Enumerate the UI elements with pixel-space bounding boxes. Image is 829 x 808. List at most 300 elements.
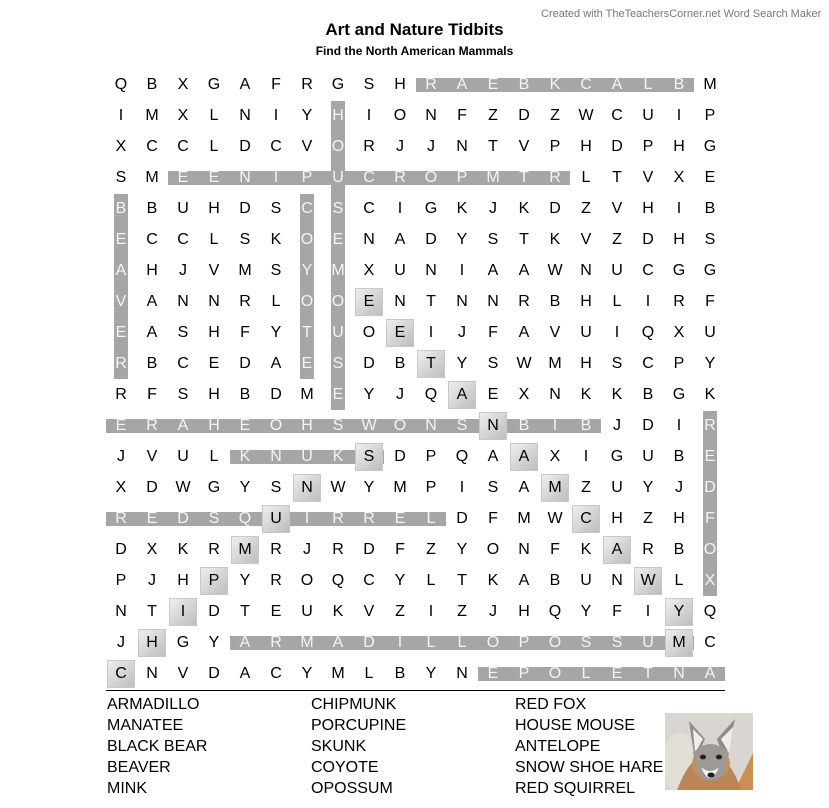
grid-letter: W xyxy=(640,572,656,589)
page-title: Art and Nature Tidbits xyxy=(325,20,504,39)
grid-letter: R xyxy=(363,138,375,155)
fox-photo xyxy=(665,713,753,790)
grid-letter: J xyxy=(179,262,187,279)
grid-letter: S xyxy=(704,231,716,248)
grid-letter: V xyxy=(363,603,375,620)
grid-letter: Y xyxy=(673,603,685,620)
grid-letter: A xyxy=(487,262,499,279)
grid-letter: W xyxy=(361,417,377,434)
grid-letter: E xyxy=(487,386,499,403)
grid-letter: Y xyxy=(425,665,437,682)
grid-letter: R xyxy=(673,293,685,310)
grid-letter: L xyxy=(612,293,622,310)
grid-letter: D xyxy=(177,510,189,527)
grid-letter: Z xyxy=(426,541,436,558)
grid-letter: O xyxy=(300,572,314,589)
grid-letter: O xyxy=(362,324,376,341)
grid-letter: N xyxy=(270,448,282,465)
grid-letter: L xyxy=(426,572,436,589)
grid-letter: S xyxy=(487,231,499,248)
word-item: COYOTE xyxy=(311,759,379,776)
grid-letter: A xyxy=(487,448,499,465)
grid-letter: A xyxy=(239,76,251,93)
grid-letter: H xyxy=(673,510,685,527)
grid-letter: N xyxy=(456,293,468,310)
grid-letter: P xyxy=(673,355,685,372)
grid-letter: N xyxy=(456,665,468,682)
grid-letter: L xyxy=(271,293,281,310)
grid-letter: T xyxy=(457,572,467,589)
grid-letter: E xyxy=(115,417,127,434)
grid-letter: U xyxy=(642,448,654,465)
word-item: HOUSE MOUSE xyxy=(515,717,636,734)
grid-letter: G xyxy=(207,76,221,93)
grid-letter: A xyxy=(518,572,530,589)
grid-letter: R xyxy=(270,572,282,589)
grid-letter: K xyxy=(456,200,468,217)
grid-letter: S xyxy=(456,417,468,434)
grid-letter: G xyxy=(176,634,190,651)
grid-letter: V xyxy=(301,138,313,155)
grid-letter: H xyxy=(580,355,592,372)
grid-letter: N xyxy=(394,293,406,310)
grid-letter: I xyxy=(397,200,403,217)
grid-letter: F xyxy=(612,603,622,620)
word-item: PORCUPINE xyxy=(311,717,407,734)
grid-letter: H xyxy=(146,262,158,279)
word-item: ANTELOPE xyxy=(515,738,601,755)
grid-letter: N xyxy=(487,293,499,310)
grid-letter: S xyxy=(177,324,189,341)
grid-letter: M xyxy=(517,510,531,527)
grid-letter: P xyxy=(425,479,437,496)
grid-letter: R xyxy=(270,541,282,558)
grid-letter: O xyxy=(393,417,407,434)
grid-letter: C xyxy=(580,76,592,93)
grid-letter: M xyxy=(331,665,345,682)
grid-letter: D xyxy=(208,665,220,682)
grid-letter: U xyxy=(642,634,654,651)
grid-letter: D xyxy=(642,231,654,248)
grid-letter: H xyxy=(394,76,406,93)
grid-letter: Z xyxy=(581,479,591,496)
grid-letter: Z xyxy=(643,510,653,527)
grid-letter: P xyxy=(642,138,654,155)
grid-letter: Q xyxy=(548,603,562,620)
grid-letter: Y xyxy=(580,603,592,620)
grid-letter: D xyxy=(239,138,251,155)
grid-letter: B xyxy=(146,200,158,217)
grid-letter: N xyxy=(301,479,313,496)
grid-letter: P xyxy=(518,665,530,682)
grid-letter: B xyxy=(549,572,561,589)
word-item: OPOSSUM xyxy=(311,780,393,797)
grid-letter: E xyxy=(208,169,220,186)
word-item: RED FOX xyxy=(515,696,587,713)
grid-letter: V xyxy=(580,231,592,248)
grid-letter: C xyxy=(363,200,375,217)
grid-letter: A xyxy=(239,665,251,682)
grid-letter: J xyxy=(427,138,435,155)
grid-letter: E xyxy=(146,510,158,527)
grid-letter: X xyxy=(704,572,716,589)
grid-letter: S xyxy=(363,76,375,93)
grid-letter: Y xyxy=(239,479,251,496)
grid-letter: L xyxy=(581,169,591,186)
grid-letter: N xyxy=(456,138,468,155)
grid-letter: H xyxy=(208,386,220,403)
grid-letter: O xyxy=(331,293,345,310)
grid-letter: B xyxy=(146,355,158,372)
grid-letter: S xyxy=(580,634,592,651)
grid-letter: E xyxy=(487,76,499,93)
grid-letter: T xyxy=(488,138,498,155)
grid-letter: K xyxy=(332,448,344,465)
grid-letter: L xyxy=(674,572,684,589)
grid-letter: S xyxy=(270,479,282,496)
grid-letter: O xyxy=(703,541,717,558)
grid-letter: G xyxy=(424,200,438,217)
grid-letter: P xyxy=(518,634,530,651)
grid-letter: N xyxy=(549,386,561,403)
grid-letter: C xyxy=(115,665,127,682)
grid-letter: Q xyxy=(114,76,128,93)
grid-letter: E xyxy=(270,603,282,620)
grid-letter: J xyxy=(117,634,125,651)
grid-letter: A xyxy=(611,541,623,558)
grid-letter: Y xyxy=(239,572,251,589)
grid-letter: Z xyxy=(550,107,560,124)
grid-letter: U xyxy=(332,324,344,341)
grid-letter: B xyxy=(115,200,127,217)
grid-letter: D xyxy=(456,510,468,527)
grid-letter: H xyxy=(673,231,685,248)
grid-letter: Y xyxy=(270,324,282,341)
grid-letter: N xyxy=(487,417,499,434)
grid-letter: A xyxy=(394,231,406,248)
grid-letter: H xyxy=(580,293,592,310)
grid-letter: J xyxy=(489,603,497,620)
grid-letter: P xyxy=(456,169,468,186)
grid-letter: C xyxy=(363,169,375,186)
grid-letter: F xyxy=(705,293,715,310)
grid-letter: D xyxy=(363,355,375,372)
grid-letter: U xyxy=(580,572,592,589)
grid-letter: H xyxy=(642,200,654,217)
grid-letter: M xyxy=(300,386,314,403)
grid-letter: B xyxy=(704,200,716,217)
grid-letter: G xyxy=(331,76,345,93)
grid-letter: X xyxy=(673,169,685,186)
grid-letter: U xyxy=(301,448,313,465)
grid-letter: M xyxy=(393,479,407,496)
grid-letter: H xyxy=(580,138,592,155)
grid-letter: R xyxy=(115,355,127,372)
grid-letter: P xyxy=(301,169,313,186)
grid-letter: Q xyxy=(703,603,717,620)
grid-letter: I xyxy=(676,107,682,124)
grid-letter: B xyxy=(518,417,530,434)
grid-letter: T xyxy=(426,293,436,310)
grid-letter: Q xyxy=(424,386,438,403)
grid-letter: C xyxy=(177,355,189,372)
grid-letter: R xyxy=(549,169,561,186)
grid-letter: S xyxy=(332,200,344,217)
grid-letter: J xyxy=(458,324,466,341)
grid-letter: R xyxy=(425,76,437,93)
grid-letter: C xyxy=(146,138,158,155)
grid-letter: J xyxy=(396,386,404,403)
grid-letter: I xyxy=(273,169,279,186)
grid-letter: D xyxy=(115,541,127,558)
grid-letter: Q xyxy=(455,448,469,465)
grid-letter: K xyxy=(580,541,592,558)
grid-letter: N xyxy=(611,572,623,589)
grid-letter: M xyxy=(331,262,345,279)
grid-letter: R xyxy=(301,76,313,93)
grid-letter: B xyxy=(673,541,685,558)
grid-letter: P xyxy=(549,138,561,155)
grid-letter: G xyxy=(610,448,624,465)
word-item: ARMADILLO xyxy=(107,696,200,713)
grid-letter: F xyxy=(395,541,405,558)
grid-letter: S xyxy=(487,355,499,372)
grid-letter: U xyxy=(177,200,189,217)
grid-letter: G xyxy=(672,262,686,279)
grid-letter: O xyxy=(393,107,407,124)
grid-letter: O xyxy=(300,231,314,248)
grid-letter: Y xyxy=(208,634,220,651)
word-item: BEAVER xyxy=(107,759,171,776)
grid-letter: G xyxy=(703,138,717,155)
word-item: MANATEE xyxy=(107,717,184,734)
grid-letter: F xyxy=(457,107,467,124)
grid-letter: Y xyxy=(363,479,375,496)
grid-letter: H xyxy=(673,138,685,155)
grid-letter: A xyxy=(239,634,251,651)
grid-letter: E xyxy=(301,355,313,372)
grid-letter: K xyxy=(177,541,189,558)
grid-letter: D xyxy=(239,355,251,372)
grid-letter: J xyxy=(303,541,311,558)
grid-letter: U xyxy=(332,169,344,186)
grid-letter: U xyxy=(580,324,592,341)
grid-letter: F xyxy=(240,324,250,341)
grid-letter: K xyxy=(332,603,344,620)
grid-letter: I xyxy=(304,510,310,527)
grid-letter: S xyxy=(332,417,344,434)
grid-letter: P xyxy=(208,572,220,589)
grid-letter: L xyxy=(209,448,219,465)
grid-letter: X xyxy=(363,262,375,279)
grid-letter: D xyxy=(549,200,561,217)
grid-letter: N xyxy=(425,262,437,279)
grid-letter: Y xyxy=(456,355,468,372)
grid-letter: U xyxy=(270,510,282,527)
grid-letter: R xyxy=(704,417,716,434)
grid-letter: A xyxy=(704,665,716,682)
grid-letter: D xyxy=(239,200,251,217)
grid-letter: X xyxy=(518,386,530,403)
grid-letter: R xyxy=(208,541,220,558)
grid-letter: E xyxy=(239,417,251,434)
word-item: SNOW SHOE HARE xyxy=(515,759,664,776)
grid-letter: M xyxy=(548,355,562,372)
grid-letter: H xyxy=(301,417,313,434)
grid-letter: N xyxy=(239,169,251,186)
grid-letter: D xyxy=(611,138,623,155)
grid-letter: H xyxy=(611,510,623,527)
grid-letter: B xyxy=(642,386,654,403)
grid-letter: U xyxy=(611,262,623,279)
grid-letter: G xyxy=(703,262,717,279)
grid-letter: D xyxy=(394,448,406,465)
grid-letter: M xyxy=(486,169,500,186)
grid-letter: U xyxy=(611,479,623,496)
grid-letter: Y xyxy=(394,572,406,589)
grid-letter: I xyxy=(614,324,620,341)
grid-letter: F xyxy=(488,324,498,341)
word-item: SKUNK xyxy=(311,738,367,755)
grid-letter: X xyxy=(146,541,158,558)
grid-letter: A xyxy=(518,324,530,341)
grid-letter: R xyxy=(332,541,344,558)
grid-letter: U xyxy=(394,262,406,279)
grid-letter: C xyxy=(363,572,375,589)
grid-letter: M xyxy=(238,262,252,279)
grid-letter: U xyxy=(301,603,313,620)
grid-letter: B xyxy=(146,76,158,93)
grid-letter: L xyxy=(209,107,219,124)
grid-letter: E xyxy=(394,510,406,527)
grid-letter: L xyxy=(209,138,219,155)
grid-letter: W xyxy=(578,107,594,124)
grid-letter: Z xyxy=(488,107,498,124)
grid-letter: M xyxy=(145,107,159,124)
grid-letter: X xyxy=(115,479,127,496)
grid-letter: I xyxy=(180,603,186,620)
grid-letter: A xyxy=(115,262,127,279)
grid-letter: L xyxy=(581,665,591,682)
grid-letter: S xyxy=(270,262,282,279)
grid-letter: X xyxy=(177,76,189,93)
grid-letter: S xyxy=(487,479,499,496)
grid-letter: O xyxy=(424,169,438,186)
grid-letter: D xyxy=(146,479,158,496)
grid-letter: W xyxy=(547,262,563,279)
grid-letter: J xyxy=(489,200,497,217)
grid-letter: B xyxy=(394,355,406,372)
grid-letter: C xyxy=(301,200,313,217)
grid-letter: M xyxy=(300,634,314,651)
grid-letter: R xyxy=(115,386,127,403)
grid-letter: V xyxy=(642,169,654,186)
grid-letter: E xyxy=(487,665,499,682)
grid-letter: M xyxy=(548,479,562,496)
grid-letter: Z xyxy=(395,603,405,620)
grid-letter: M xyxy=(672,634,686,651)
grid-letter: R xyxy=(332,510,344,527)
grid-letter: K xyxy=(487,572,499,589)
grid-letter: D xyxy=(425,231,437,248)
word-item: BLACK BEAR xyxy=(107,738,208,755)
word-list-column-1 xyxy=(107,694,207,799)
grid-letter: N xyxy=(425,107,437,124)
credit-text: Created with TheTeachersCorner.net Word Search Maker xyxy=(541,8,822,20)
grid-letter: C xyxy=(704,634,716,651)
grid-letter: V xyxy=(146,448,158,465)
grid-letter: M xyxy=(145,169,159,186)
grid-letter: L xyxy=(364,665,374,682)
word-item: CHIPMUNK xyxy=(311,696,397,713)
grid-letter: E xyxy=(611,665,623,682)
grid-letter: L xyxy=(457,634,467,651)
grid-letter: A xyxy=(146,293,158,310)
grid-letter: S xyxy=(611,634,623,651)
grid-letter: H xyxy=(177,572,189,589)
grid-letter: O xyxy=(486,634,500,651)
grid-letter: S xyxy=(208,510,220,527)
word-list-column-3 xyxy=(515,694,663,799)
grid-letter: B xyxy=(518,76,530,93)
grid-letter: D xyxy=(704,479,716,496)
grid-letter: H xyxy=(332,107,344,124)
grid-letter: D xyxy=(208,603,220,620)
grid-letter: C xyxy=(270,138,282,155)
grid-letter: Y xyxy=(642,479,654,496)
grid-letter: N xyxy=(425,417,437,434)
grid-letter: Q xyxy=(641,324,655,341)
grid-letter: A xyxy=(456,76,468,93)
grid-letter: H xyxy=(146,634,158,651)
grid-letter: L xyxy=(426,634,436,651)
grid-letter: C xyxy=(642,355,654,372)
grid-letter: Y xyxy=(363,386,375,403)
grid-letter: P xyxy=(704,107,716,124)
grid-letter: K xyxy=(611,386,623,403)
grid-letter: E xyxy=(332,231,344,248)
grid-letter: H xyxy=(518,603,530,620)
grid-letter: E xyxy=(704,448,716,465)
grid-letter: G xyxy=(207,479,221,496)
grid-letter: X xyxy=(549,448,561,465)
word-item: RED SQUIRREL xyxy=(515,780,636,797)
grid-letter: L xyxy=(643,76,653,93)
page-subtitle: Find the North American Mammals xyxy=(315,44,514,58)
grid-letter: C xyxy=(177,231,189,248)
grid-letter: C xyxy=(270,665,282,682)
grid-letter: F xyxy=(488,510,498,527)
grid-letter: H xyxy=(208,417,220,434)
grid-letter: M xyxy=(238,541,252,558)
grid-letter: Y xyxy=(456,231,468,248)
grid-letter: I xyxy=(676,417,682,434)
grid-letter: V xyxy=(208,262,220,279)
grid-letter: T xyxy=(426,355,436,372)
grid-letter: S xyxy=(332,355,344,372)
grid-letter: X xyxy=(177,107,189,124)
grid-letter: C xyxy=(177,138,189,155)
grid-letter: B xyxy=(239,386,251,403)
grid-letter: D xyxy=(363,541,375,558)
grid-letter: R xyxy=(146,417,158,434)
grid-letter: T xyxy=(147,603,157,620)
grid-letter: S xyxy=(239,231,251,248)
grid-letter: S xyxy=(177,386,189,403)
grid-letter: R xyxy=(363,510,375,527)
grid-letter: F xyxy=(705,510,715,527)
grid-letter: D xyxy=(518,107,530,124)
